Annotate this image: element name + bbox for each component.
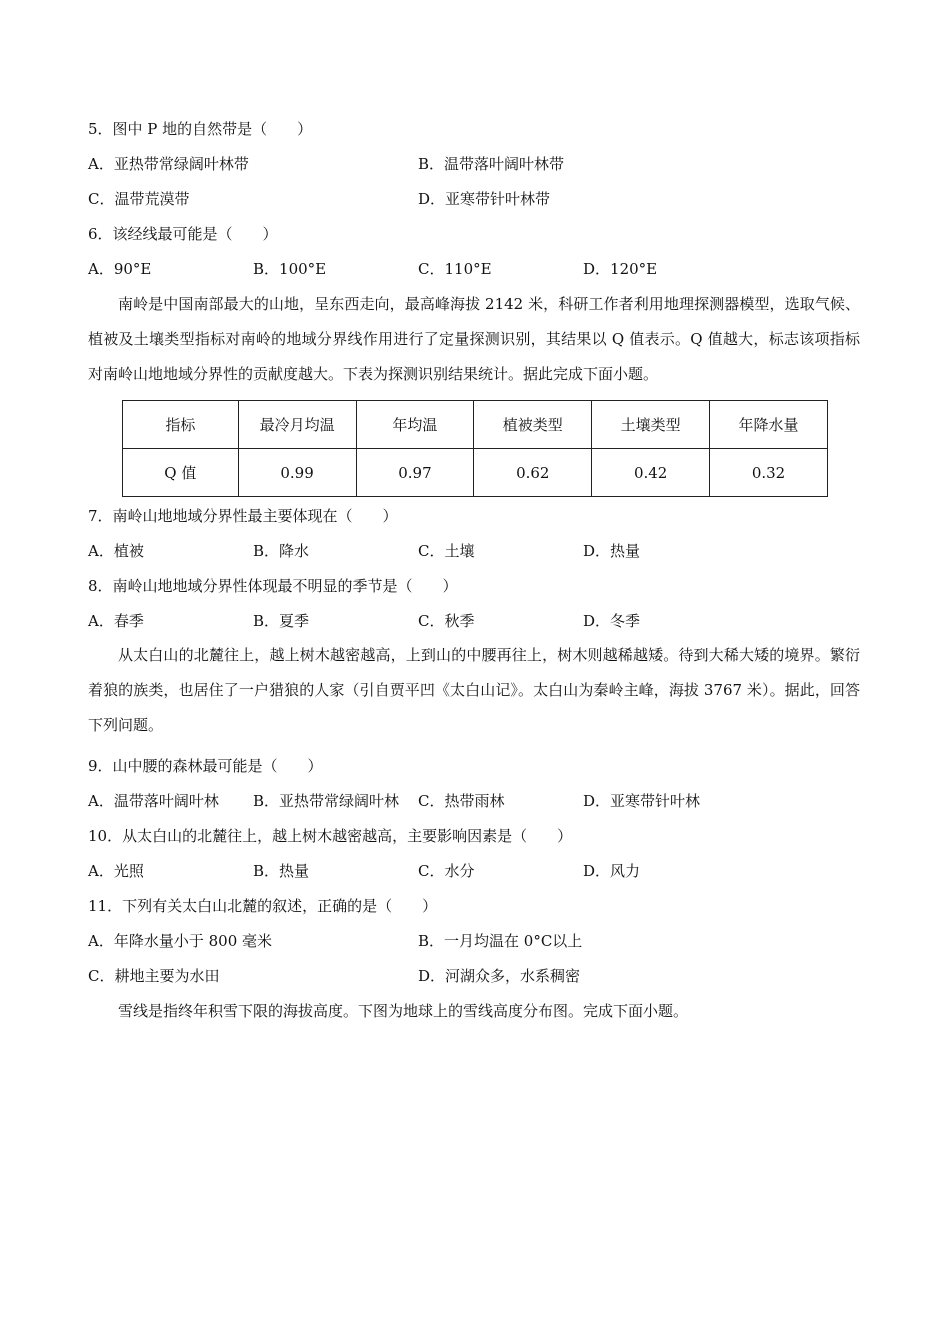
q7-option-c: C．土壤	[418, 542, 475, 560]
q11-option-b: B．一月均温在 0°C以上	[418, 932, 583, 950]
q6-option-d: D．120°E	[583, 260, 658, 278]
q7-option-b: B．降水	[253, 542, 310, 560]
q7-option-d: D．热量	[583, 542, 641, 560]
q-value-table	[122, 400, 828, 497]
q10-option-c: C．水分	[418, 862, 475, 880]
table-header-row	[123, 401, 828, 449]
q5-option-d: D．亚寒带针叶林带	[418, 190, 551, 208]
q11-option-a: A．年降水量小于 800 毫米	[88, 932, 272, 950]
q9-option-c: C．热带雨林	[418, 792, 505, 810]
q10-option-d: D．风力	[583, 862, 641, 880]
q9-option-d: D．亚寒带针叶林	[583, 792, 701, 810]
q6-option-a: A．90°E	[88, 260, 152, 278]
question-10-stem: 10．从太白山的北麓往上，越上树木越密越高，主要影响因素是（ ）	[88, 827, 573, 845]
question-6-stem: 6．该经线最可能是（ ）	[88, 225, 278, 243]
q7-option-a: A．植被	[88, 542, 144, 560]
q8-option-d: D．冬季	[583, 612, 641, 630]
question-7-stem: 7．南岭山地地域分界性最主要体现在（ ）	[88, 507, 398, 525]
q8-option-a: A．春季	[88, 612, 144, 630]
table-cell: 0.97	[356, 449, 474, 497]
q6-option-b: B．100°E	[253, 260, 327, 278]
passage-nanling: 南岭是中国南部最大的山地，呈东西走向，最高峰海拔 2142 米，科研工作者利用地理探测器模型，选取气候、植被及土壤类型指标对南岭的地域分界线作用进行了定量探测识别，其结果以 Q 值表示。Q 值越大，标志该项指标对南岭山地地域分界性的贡献度越大。下表为探测识别结果统计。据此完成下面小题。	[88, 295, 860, 383]
table-header-cell: 年均温	[356, 401, 474, 449]
table-header-cell: 植被类型	[474, 401, 592, 449]
q6-option-c: C．110°E	[418, 260, 492, 278]
q9-option-a: A．温带落叶阔叶林	[88, 792, 219, 810]
table-cell: 0.99	[238, 449, 356, 497]
q11-option-d: D．河湖众多，水系稠密	[418, 967, 581, 985]
passage-snowline: 雪线是指终年积雪下限的海拔高度。下图为地球上的雪线高度分布图。完成下面小题。	[118, 1002, 689, 1020]
q11-option-c: C．耕地主要为水田	[88, 967, 220, 985]
q5-option-b: B．温带落叶阔叶林带	[418, 155, 565, 173]
table-header-cell: 最冷月均温	[238, 401, 356, 449]
question-9-stem: 9．山中腰的森林最可能是（ ）	[88, 757, 323, 775]
table-header-cell: 指标	[123, 401, 239, 449]
table-cell: 0.32	[710, 449, 828, 497]
q9-option-b: B．亚热带常绿阔叶林	[253, 792, 400, 810]
question-5-stem: 5．图中 P 地的自然带是（ ）	[88, 120, 313, 138]
q5-option-c: C．温带荒漠带	[88, 190, 190, 208]
question-8-stem: 8．南岭山地地域分界性体现最不明显的季节是（ ）	[88, 577, 458, 595]
table-cell: Q 值	[123, 449, 239, 497]
q5-option-a: A．亚热带常绿阔叶林带	[88, 155, 249, 173]
q8-option-c: C．秋季	[418, 612, 475, 630]
table-cell: 0.62	[474, 449, 592, 497]
q10-option-b: B．热量	[253, 862, 310, 880]
table-cell: 0.42	[592, 449, 710, 497]
q8-option-b: B．夏季	[253, 612, 310, 630]
passage-taibaishan: 从太白山的北麓往上，越上树木越密越高，上到山的中腰再往上，树木则越稀越矮。待到大稀大矮的境界。繁衍着狼的族类，也居住了一户猎狼的人家（引自贾平凹《太白山记》。太白山为秦岭主峰，海拔 3767 米）。据此，回答下列问题。	[88, 646, 860, 734]
table-header-cell: 土壤类型	[592, 401, 710, 449]
table-header-cell: 年降水量	[710, 401, 828, 449]
table-row	[123, 449, 828, 497]
q10-option-a: A．光照	[88, 862, 144, 880]
question-11-stem: 11．下列有关太白山北麓的叙述，正确的是（ ）	[88, 897, 438, 915]
